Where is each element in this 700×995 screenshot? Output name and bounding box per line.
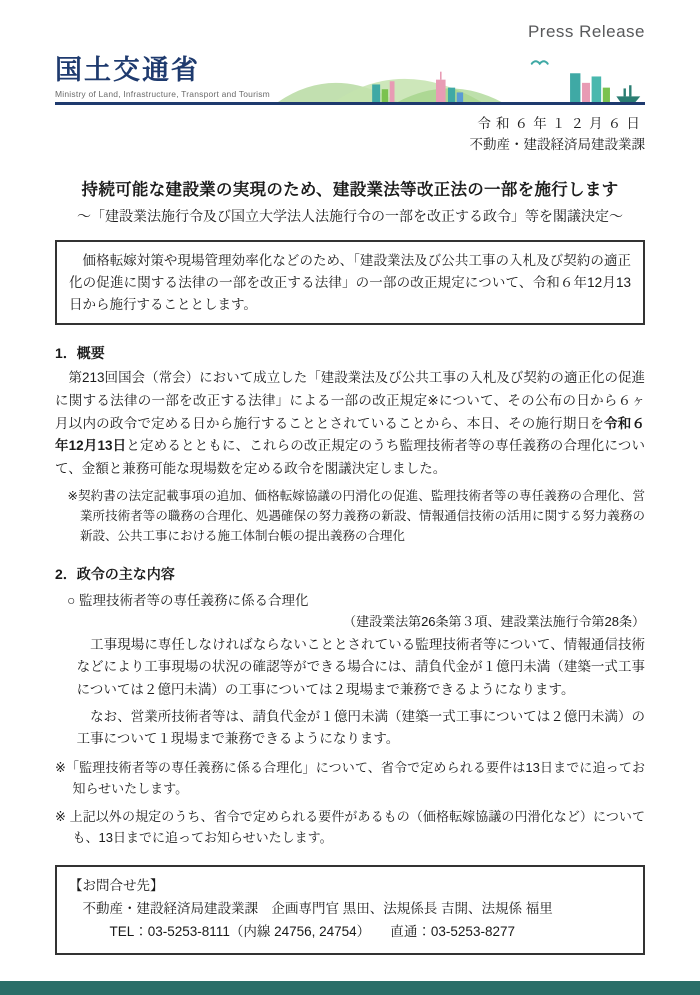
press-release-label: Press Release	[527, 22, 645, 41]
contact-phone: TEL：03-5253-8111（内線 24756, 24754） 直通：03-5253-8277	[109, 923, 515, 939]
law-reference: （建設業法第26条第３項、建設業法施行令第28条）	[343, 613, 645, 629]
summary-box	[55, 240, 645, 326]
section2-item: ○ 監理技術者等の専任義務に係る合理化	[67, 592, 309, 608]
section-overview	[55, 343, 645, 545]
document-header	[55, 44, 645, 102]
contact-box	[55, 865, 645, 955]
section2-note-2: ※ 上記以外の規定のうち、省令で定められる要件があるもの（価格転嫁協議の円滑化など）についても、13日までに追ってお知らせいたします。	[55, 808, 645, 845]
mlit-logo-subtitle: Ministry of Land, Infrastructure, Transport and Tourism	[55, 89, 270, 99]
mid-buildings-shape	[436, 72, 463, 102]
issuing-department: 不動産・建設経済局建設業課	[469, 136, 645, 152]
mlit-logo	[55, 56, 270, 102]
header-divider	[55, 102, 645, 105]
document-title: 持続可能な建設業の実現のため、建設業法等改正法の一部を施行します	[81, 180, 619, 199]
section1-footnote: ※契約書の法定記載事項の追加、価格転嫁協議の円滑化の促進、監理技術者等の専任義務の合理化、営業所技術者等の職務の合理化、処遇確保の努力義務の新設、情報通信技術の活用に関する努力義務の新設、公共工事における施工体制台帳の提出義務の合理化	[67, 488, 645, 543]
section1-body-before: 第213回国会（常会）において成立した「建設業法及び公共工事の入札及び契約の適正化の促進に関する法律の一部を改正する法律」による一部の改正規定※について、その公布の日から６ヶ月以内の政令で定める日から施行することとされていることから、本日、その施行期日を	[55, 370, 645, 431]
right-buildings-shape	[570, 73, 610, 102]
contact-staff: 不動産・建設経済局建設業課 企画専門官 黒田、法規係長 吉開、法規係 福里	[82, 901, 553, 916]
section1-body-after: と定めるとともに、これらの改正規定のうち監理技術者等の専任義務の合理化について、金額と兼務可能な現場数を定める政令を閣議決定しました。	[55, 438, 645, 477]
document-subtitle: ～「建設業法施行令及び国立大学法人法施行令の一部を改正する政令」等を閣議決定～	[77, 207, 623, 224]
contact-label: 【お問合せ先】	[69, 878, 164, 894]
section2-note-1: ※「監理技術者等の専任義務に係る合理化」について、省令で定められる要件は13日までに追ってお知らせいたします。	[55, 760, 645, 796]
section2-paragraph-1: 工事現場に専任しなければならないこととされている監理技術者等について、情報通信技術などにより工事現場の状況の確認等ができる場合には、請負代金が１億円未満（建築一式工事については２億円未満）の工事については２現場まで兼務できるようになります。	[76, 636, 645, 698]
footer-bar	[0, 981, 700, 995]
hills-shape	[278, 79, 501, 102]
section1-body	[55, 367, 645, 480]
bird-icon	[532, 61, 548, 63]
skyline-illustration	[278, 44, 645, 102]
document-meta	[55, 114, 645, 156]
section2-heading: 2．政令の主な内容	[55, 565, 175, 582]
section1-effective-date: 令和６年12月13日	[55, 415, 645, 454]
ship-icon	[616, 85, 640, 102]
mlit-logo-text: 国土交通省	[55, 55, 200, 86]
summary-text: 価格転嫁対策や現場管理効率化などのため、「建設業法及び公共工事の入札及び契約の適正化の促進に関する法律の一部を改正する法律」の一部の改正規定について、令和６年12月13日から施行することとします。	[69, 252, 631, 312]
section-cabinet-order	[55, 564, 645, 849]
section2-paragraph-2: なお、営業所技術者等は、請負代金が１億円未満（建築一式工事については２億円未満）の工事について１現場まで兼務できるようになります。	[76, 708, 645, 747]
section1-heading: 1．概要	[55, 345, 105, 362]
release-date: 令和６年１２月６日	[477, 116, 645, 131]
